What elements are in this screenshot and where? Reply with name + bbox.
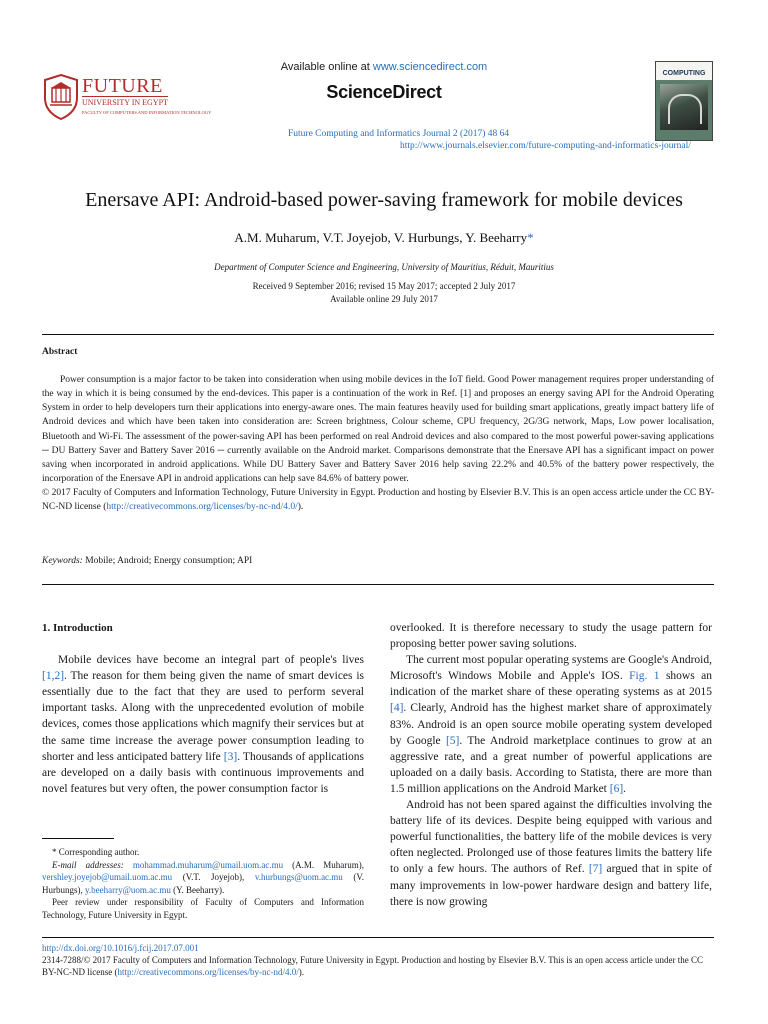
article-title: Enersave API: Android-based power-saving framework for mobile devices <box>85 189 683 211</box>
cover-title: COMPUTING <box>662 70 706 77</box>
article-authors <box>0 230 768 246</box>
logo-name: FUTURE <box>82 75 163 97</box>
logo-subtitle: UNIVERSITY IN EGYPT <box>82 98 168 107</box>
ref-6-link[interactable]: [6] <box>609 782 624 795</box>
bottom-license-link[interactable]: http://creativecommons.org/licenses/by-nc-nd/4.0/ <box>117 967 299 977</box>
journal-url-link[interactable]: http://www.journals.elsevier.com/future-computing-and-informatics-journal/ <box>400 141 691 151</box>
ref-5-link[interactable]: [5] <box>445 734 460 747</box>
section-heading-introduction: 1. Introduction <box>42 622 113 634</box>
keywords-text: Mobile; Android; Energy consumption; API <box>82 556 253 566</box>
ref-3-link[interactable]: [3] <box>223 750 238 763</box>
abstract-text: Power consumption is a major factor to be taken into consideration when using mobile devices in the IoT field. Good Power management requires proper understanding of the way in which it is being consumed by the end-devices. This paper is a continuation of the work in Ref. [1] and proposes an energy saving API for the Android Operating System in order to help developers turn their applications into energy-aware ones. The main features heavily used for building smart applications, greatly impact battery life of Android devices and which have been taken into consideration are: Screen brightness, Colour scheme, CPU frequency, 2G/3G network, Maps, Low power localisation, Bluetooth and Wi-Fi. The assessment of the power-saving API has been performed on real Android devices and also compared to the most powerful power-saving applications ─ DU Battery Saver and Battery Saver 2016 ─ currently available on the Android market. Comparisons demonstrate that the Enersave API has a significant impact on power saving when incorporated in android applications. While DU Battery Saver and Battery Saver 2016 help saving 22.2% and 40.5% of the battery power respectively, the incorporation of the Enersave API in android applications can help save 84.6% of battery power. <box>42 375 714 485</box>
journal-cover-image <box>655 61 713 141</box>
sciencedirect-brand: ScienceDirect <box>326 82 442 102</box>
available-online <box>0 61 768 73</box>
keywords <box>42 556 252 566</box>
received-dates: Received 9 September 2016; revised 15 May 2017; accepted 2 July 2017 <box>252 281 516 291</box>
article-dates <box>0 280 768 306</box>
available-prefix: Available online at <box>280 61 373 73</box>
sciencedirect-link[interactable]: www.sciencedirect.com <box>372 61 488 73</box>
divider-bottom <box>42 937 714 938</box>
abstract-heading: Abstract <box>42 347 78 357</box>
email-link-hurbungs[interactable]: v.hurbungs@uom.ac.mu <box>254 872 343 882</box>
corresponding-author-link[interactable]: * <box>527 230 534 245</box>
author-list: A.M. Muharum, V.T. Joyejob, V. Hurbungs, Y. Beeharry <box>234 230 528 245</box>
intro-paragraph-3: Android has not been spared against the difficulties involving the battery life of its devices. Despite being equipped with various and powerful functionalities, the battery life of the mobile devices is very often neglected. Prolonged use of those features limits the battery life to only a few hours. The authors of Ref. [7] argued that in spite of many improvements in low-power hardware design and battery life, there is now growing <box>390 799 712 908</box>
license-link[interactable]: http://creativecommons.org/licenses/by-nc-nd/4.0/ <box>106 502 298 513</box>
divider-top <box>42 334 714 335</box>
abstract-body <box>42 373 714 515</box>
logo-faculty: FACULTY OF COMPUTERS AND INFORMATION TECHNOLOGY <box>82 110 212 115</box>
abstract-copyright: © 2017 Faculty of Computers and Information Technology, Future University in Egypt. Production and hosting by Elsevier B.V. This is an open access article under the CC BY-NC-ND license ( <box>42 488 714 513</box>
email-link-muharum[interactable]: mohammad.muharum@umail.uom.ac.mu <box>132 859 284 870</box>
doi-link[interactable]: http://dx.doi.org/10.1016/j.fcij.2017.07.001 <box>42 943 199 953</box>
ref-1-2-link[interactable]: [1,2] <box>42 670 65 683</box>
footnote-rule <box>42 838 114 839</box>
intro-paragraph-2: The current most popular operating systems are Google's Android, Microsoft's Windows Mobile and Apple's IOS. Fig. 1 shows an indication of the market share of these operating systems as at 2015 [4]. Clearly, Android has the highest market share of approximately 83%. Android is an open source mobile operating system developed by Google [5]. The Android marketplace continues to grow at an aggressive rate, and a great number of powerful applications are uploaded on a daily basis. According to Statista, there are more than 1.5 million applications on the Android Market [6]. <box>390 654 712 795</box>
left-column <box>42 620 364 797</box>
bottom-info <box>42 942 714 978</box>
ref-4-link[interactable]: [4] <box>390 702 404 715</box>
peer-review-note: Peer review under responsibility of Faculty of Computers and Information Technology, Future University in Egypt. <box>42 897 364 920</box>
right-column <box>390 620 712 910</box>
keywords-label: Keywords: <box>42 556 83 566</box>
copyright-end: ). <box>297 502 304 513</box>
affiliation: Department of Computer Science and Engineering, University of Mauritius, Réduit, Mauritius <box>214 262 554 272</box>
issn-copyright: 2314-7288/© 2017 Faculty of Computers and Information Technology, Future University in Egypt. Production and hosting by Elsevier B.V. This is an open access article under the CC BY-NC-ND license (http://creativecommons.org/licenses/by-nc-nd/4.0/). <box>42 955 704 977</box>
footnotes <box>42 846 364 921</box>
journal-citation: Future Computing and Informatics Journal 2 (2017) 48 64 <box>288 129 510 139</box>
email-link-beeharry[interactable]: y.beeharry@uom.ac.mu <box>85 884 171 895</box>
available-date: Available online 29 July 2017 <box>330 294 438 304</box>
divider-keywords <box>42 584 714 585</box>
ref-7-link[interactable]: [7] <box>588 863 603 876</box>
corresponding-author-note: * Corresponding author. <box>52 847 140 857</box>
intro-paragraph-1: Mobile devices have become an integral part of people's lives [1,2]. The reason for them being given the name of smart devices is essentially due to the fact that they are used to perform several important tasks. Along with the unprecedented evolution of mobile devices, comes those applications which magnify their services but at the same time increase the average power consumption leading to shorter and less anticipated battery life [3]. Thousands of applications are developed on a daily basis with continuous improvements and novel features but very often, the power consumption factor is <box>42 654 364 795</box>
email-addresses: E-mail addresses: mohammad.muharum@umail.uom.ac.mu (A.M. Muharum), vershley.joyejob@umail.uom.ac.mu (V.T. Joyejob), v.hurbungs@uom.ac.mu (V. Hurbungs), y.beeharry@uom.ac.mu (Y. Beeharry). <box>42 859 364 895</box>
email-link-joyejob[interactable]: vershley.joyejob@umail.uom.ac.mu <box>42 872 173 882</box>
fig-1-link[interactable]: Fig. 1 <box>629 670 660 683</box>
cover-photo <box>660 84 708 130</box>
intro-paragraph-1-cont: overlooked. It is therefore necessary to study the usage pattern for proposing better power saving solutions. <box>390 622 712 651</box>
